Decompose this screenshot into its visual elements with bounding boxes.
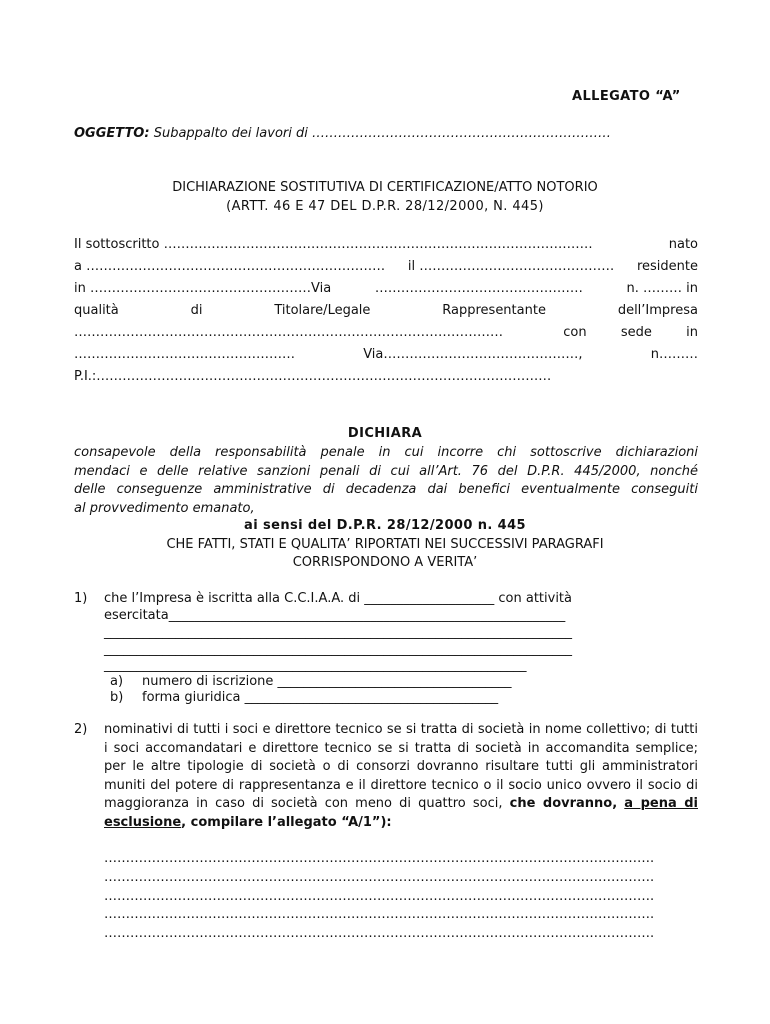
che-fatti-line-1: CHE FATTI, STATI E QUALITA’ RIPORTATI NEI SUCCESSIVI PARAGRAFI [166,537,604,552]
ai-sensi-line: ai sensi del D.P.R. 28/12/2000 n. 445 [244,518,526,533]
declarant-line-3 [74,281,698,296]
che-fatti-line-2: CORRISPONDONO A VERITA’ [292,555,478,570]
word: qualità [74,303,119,318]
impresa-field: ……………………………………………………………………………………… [74,325,503,340]
sede-via-field: Via………………………………………, [363,347,583,362]
dichiara-heading: DICHIARA [347,426,423,441]
dot-line: ………………………………………………………………………………………………………………. [104,870,655,885]
sub-item-b-text: forma giuridica _______________________________________ [142,690,499,705]
intro-line: al provvedimento emanato, [74,500,255,516]
declarant-line-5 [74,325,698,340]
declarant-line-1 [74,237,698,252]
oggetto-line [74,126,611,141]
item-2-bold-underlined: a pena di esclusione [104,796,698,830]
declarant-line-2 [74,259,698,274]
item-2-paragraph [104,721,698,832]
item-1-line-2: esercitata_____________________________________________________________ [104,608,566,623]
word: sede [620,325,652,340]
sub-item-a-letter: a) [110,674,124,689]
item-1-number: 1) [74,591,88,606]
word: Rappresentante [442,303,546,318]
sede-field: …………………………………………… [74,347,295,362]
word: in [686,325,698,340]
sede-number-field: n……… [650,347,698,362]
item-1-line-1: che l’Impresa è iscritta alla C.C.I.A.A. di ____________________ con attività [104,591,572,606]
blank-line: ________________________________________________________________________ [104,642,572,657]
item-2-bold-a: che dovranno, [509,796,618,811]
item-2-text: nominativi di tutti i soci e direttore tecnico se si tratta di società in nome collettivo; di tutti i soci accomandatari e direttore tecnico se si tratta di società in accomandita semplice; per le altre tipologie di società o di consorzi dovranno risultare tutti gli amministratori muniti del potere di rappresentanza e il direttore tecnico o il socio unico ovvero il socio di maggioranza in caso di società con meno di quattro soci, [104,722,698,811]
nato-label: nato [668,237,698,252]
intro-line: delle conseguenze amministrative di decadenza dai benefici eventualmente conseguiti [74,482,698,497]
declarant-line-6 [74,347,698,362]
sub-item-b-letter: b) [110,690,124,705]
word: Titolare/Legale [274,303,371,318]
birthplace-field: a …………………………………………………………… [74,259,386,274]
sottoscritto-field: Il sottoscritto ……………………………………………………………………………………… [74,237,593,252]
item-2-number: 2) [74,722,88,737]
declarant-line-4 [74,303,698,318]
intro-line: consapevole della responsabilità penale in cui incorre chi sottoscrive dichiarazioni [74,445,698,460]
birthdate-field: il ……………………………………… [407,259,615,274]
item-2-bold-b: , compilare l’allegato “A/1”): [181,814,392,830]
dot-line: ………………………………………………………………………………………………………………. [104,907,655,922]
intro-line: mendaci e delle relative sanzioni penali di cui all’Art. 76 del D.P.R. 445/2000, nonché [74,463,698,479]
dot-line: ………………………………………………………………………………………………………………. [104,851,655,866]
allegato-label: ALLEGATO “A” [572,89,681,104]
blank-line: ________________________________________________________________________ [104,625,572,640]
word: dell’Impresa [617,303,698,318]
number-field: n. ……… in [626,281,698,296]
blank-line: _________________________________________________________________ [104,658,527,673]
title-line-1: DICHIARAZIONE SOSTITUTIVA DI CERTIFICAZIONE/ATTO NOTORIO [172,180,598,195]
street-field: ………………………………………… [374,281,583,296]
residence-field: in ……………………………………………Via [74,281,332,296]
word: di [190,303,203,318]
partita-iva-field: P.I.:…………………………………………………………………………………………… [74,369,552,384]
dot-line: ………………………………………………………………………………………………………………. [104,889,655,904]
oggetto-label: OGGETTO: [74,126,150,141]
title-line-2: (ARTT. 46 E 47 DEL D.P.R. 28/12/2000, N. 445) [226,199,544,214]
dichiara-intro [74,444,698,518]
residente-label: residente [636,259,698,274]
oggetto-text: Subappalto dei lavori di …………………………………………………………… [153,126,611,141]
sub-item-a-text: numero di iscrizione ____________________________________ [142,674,512,689]
word: con [563,325,587,340]
dot-line: ………………………………………………………………………………………………………………. [104,926,655,941]
